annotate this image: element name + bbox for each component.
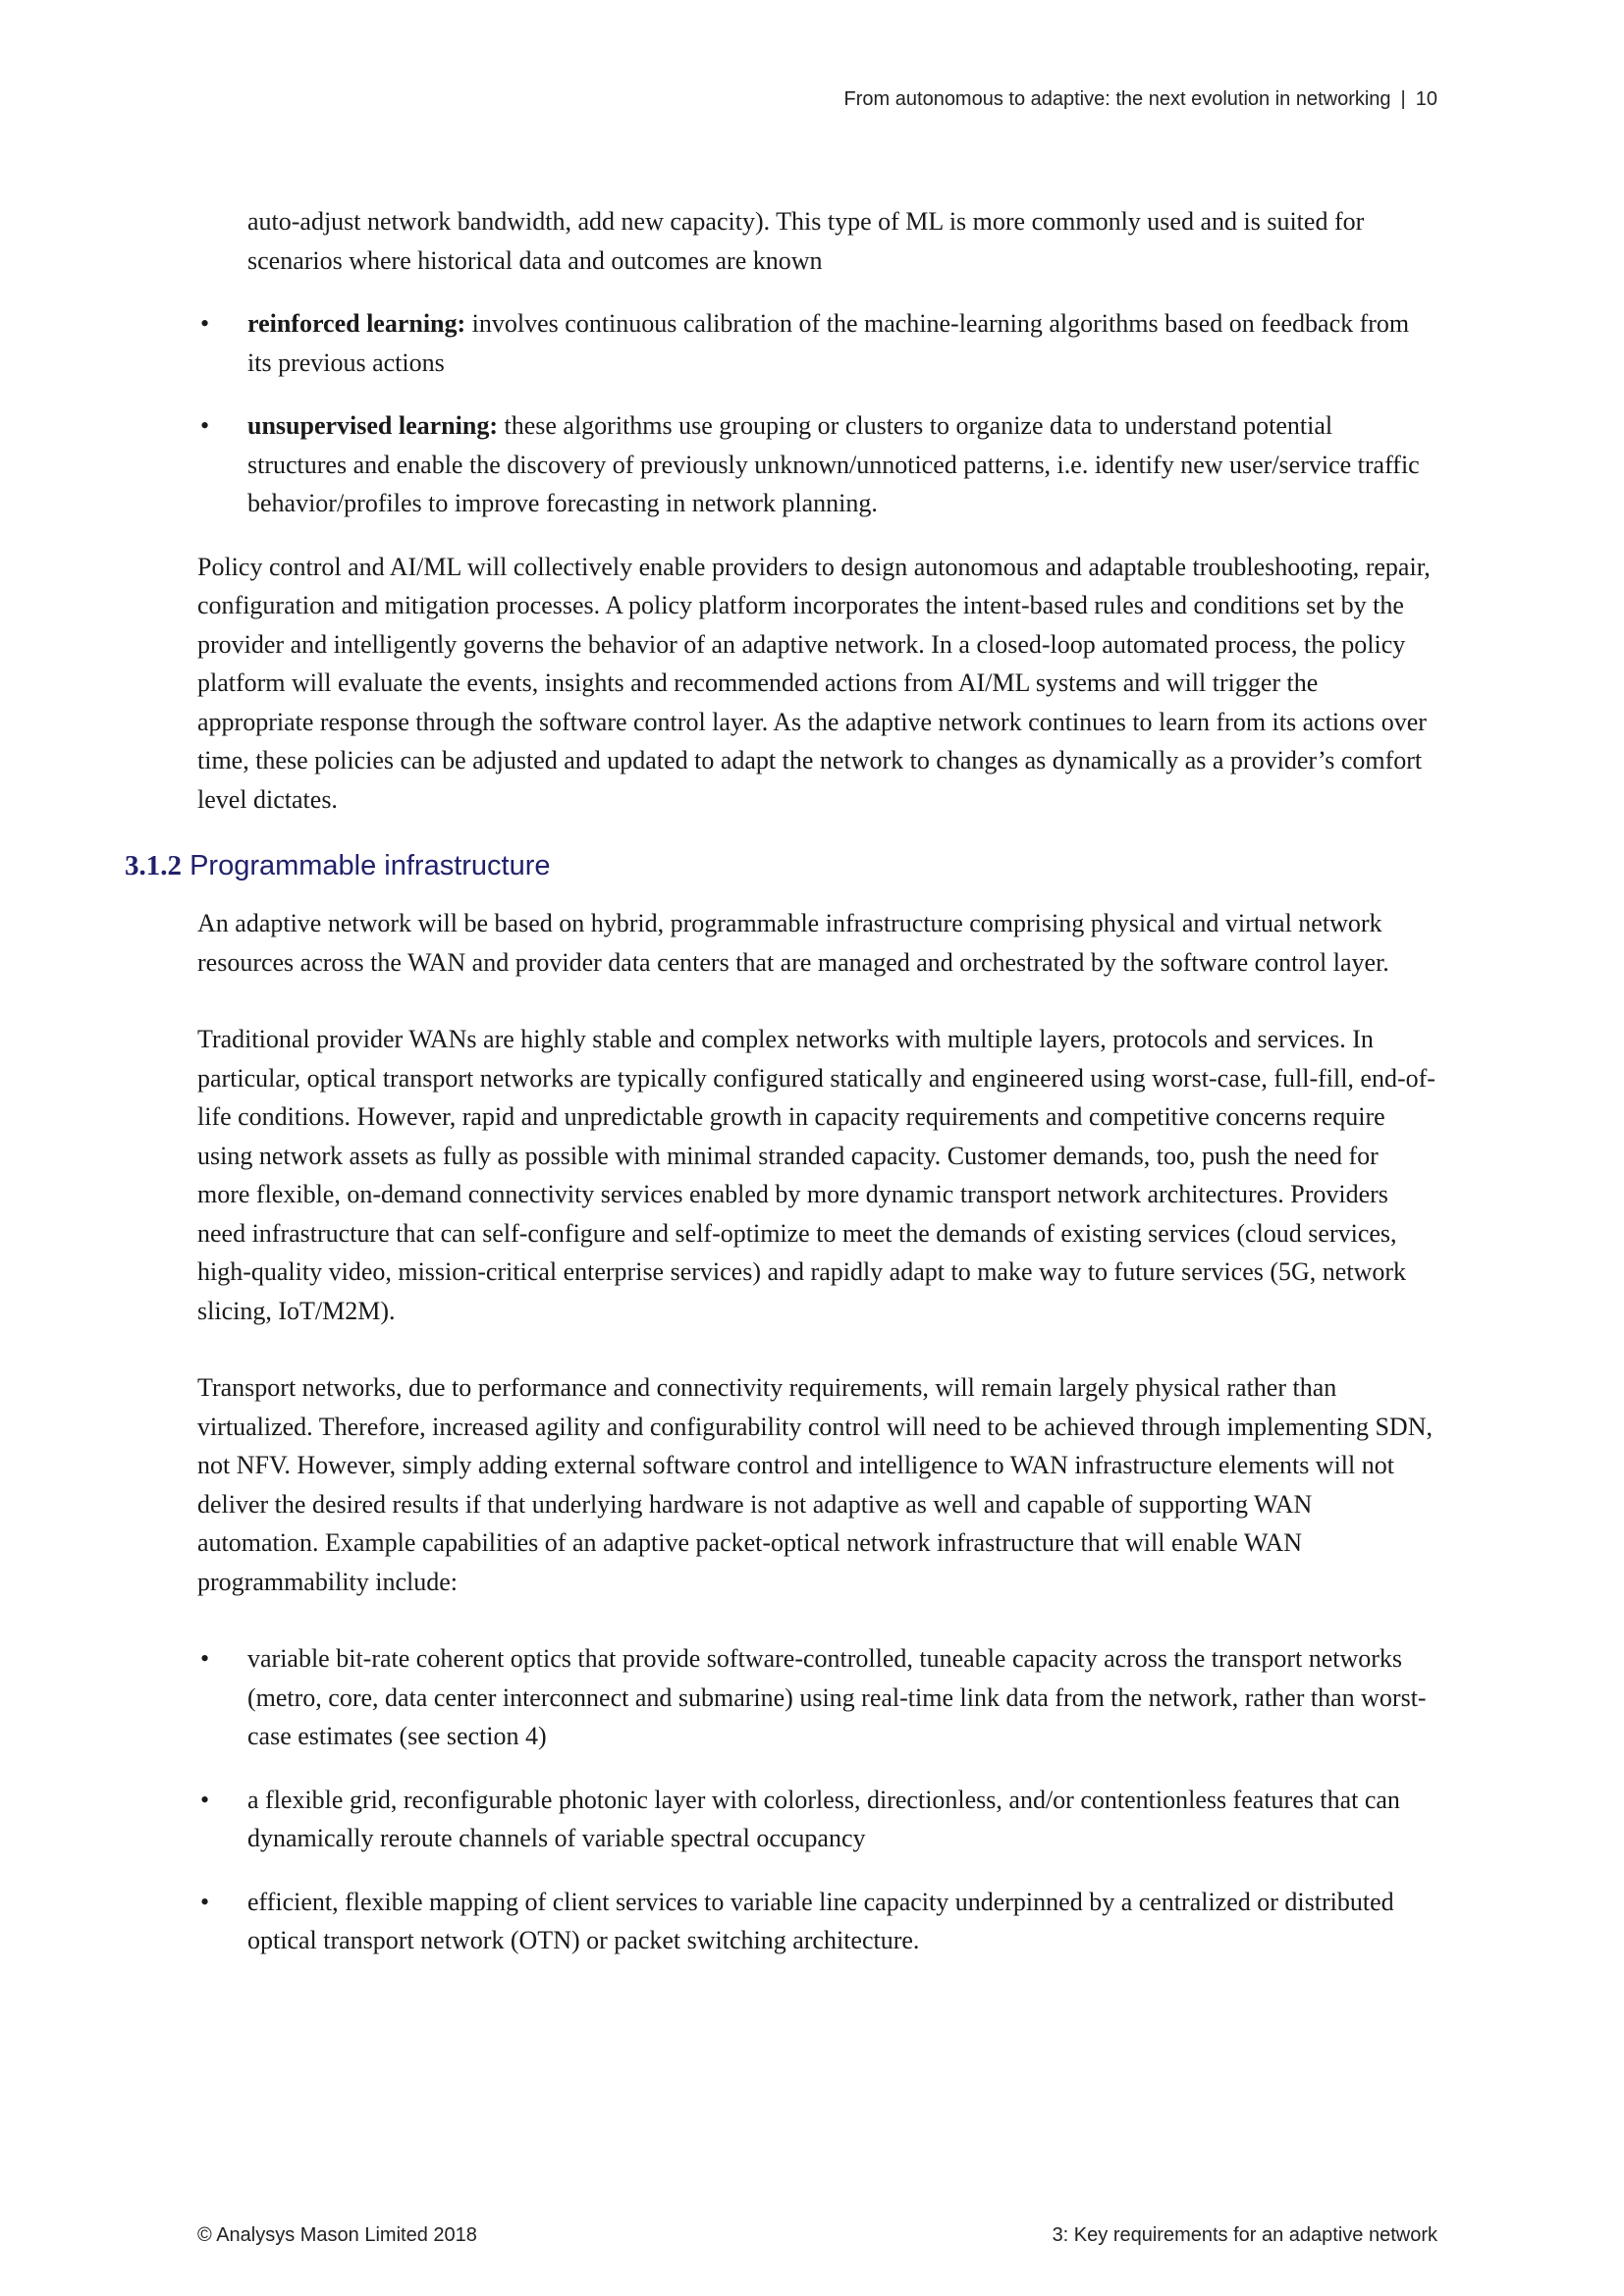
header-title: From autonomous to adaptive: the next evolution in networking: [843, 88, 1391, 110]
bullet-term: unsupervised learning:: [247, 411, 498, 440]
bullet-text: variable bit-rate coherent optics that provide software-controlled, tuneable capacity across the transport networks (metro, core, data center interconnect and submarine) using real-time link data from the network, rather than worst-case estimates (see section 4): [247, 1644, 1427, 1750]
section-number: 3.1.2: [125, 850, 182, 881]
bullet-icon: •: [200, 1887, 210, 1916]
bullet-text: a flexible grid, reconfigurable photonic layer with colorless, directionless, and/or contentionless features that can dynamically reroute channels of variable spectral occupancy: [247, 1785, 1400, 1852]
bullet-text: these algorithms use grouping or clusters to organize data to understand potential structures and enable the discovery of previously unknown/unnoticed patterns, i.e. identify new user/service traffic behavior/profiles to improve forecasting in network planning.: [247, 411, 1420, 517]
bullet-icon: •: [200, 1644, 210, 1673]
footer-copyright: © Analysys Mason Limited 2018: [197, 2224, 477, 2246]
continuation-text: auto-adjust network bandwidth, add new capacity). This type of ML is more commonly used and is suited for scenarios where historical data and outcomes are known: [247, 207, 1365, 275]
list-item: [197, 406, 1436, 523]
bullet-icon: •: [200, 411, 210, 440]
body-paragraph: Traditional provider WANs are highly stable and complex networks with multiple layers, protocols and services. In particular, optical transport networks are typically configured statically and engineered using worst-case, full-fill, end-of-life conditions. However, rapid and unpredictable growth in capacity requirements and competitive concerns require using network assets as fully as possible with minimal stranded capacity. Customer demands, too, push the need for more flexible, on-demand connectivity services enabled by more dynamic transport network architectures. Providers need infrastructure that can self-configure and self-optimize to meet the demands of existing services (cloud services, high-quality video, mission-critical enterprise services) and rapidly adapt to make way to future services (5G, network slicing, IoT/M2M).: [197, 1025, 1435, 1325]
policy-paragraph: Policy control and AI/ML will collectively enable providers to design autonomous and adaptable troubleshooting, repair, configuration and mitigation processes. A policy platform incorporates the intent-based rules and conditions set by the provider and intelligently governs the behavior of an adaptive network. In a closed-loop automated process, the policy platform will evaluate the events, insights and recommended actions from AI/ML systems and will trigger the appropriate response through the software control layer. As the adaptive network continues to learn from its actions over time, these policies can be adjusted and updated to adapt the network to changes as dynamically as a provider’s comfort level dictates.: [197, 552, 1431, 814]
body-paragraph: An adaptive network will be based on hybrid, programmable infrastructure comprising physical and virtual network resources across the WAN and provider data centers that are managed and orchestrated by the software control layer.: [197, 909, 1389, 977]
bullet-text: involves continuous calibration of the machine-learning algorithms based on feedback from its previous actions: [247, 309, 1410, 377]
header-separator: |: [1400, 88, 1406, 110]
bullet-term: reinforced learning:: [247, 309, 466, 338]
page-number: 10: [1415, 88, 1437, 110]
body-paragraph: Transport networks, due to performance and connectivity requirements, will remain largely physical rather than virtualized. Therefore, increased agility and configurability control will need to be achieved through implementing SDN, not NFV. However, simply adding external software control and intelligence to WAN infrastructure elements will not deliver the desired results if that underlying hardware is not adaptive as well and capable of supporting WAN automation. Example capabilities of an adaptive packet-optical network infrastructure that will enable WAN programmability include:: [197, 1373, 1433, 1596]
bullet-icon: •: [200, 309, 210, 338]
bullet-icon: •: [200, 1785, 210, 1814]
footer-chapter: 3: Key requirements for an adaptive network: [1052, 2224, 1437, 2246]
list-item: [197, 1639, 1436, 1756]
section-title: Programmable infrastructure: [189, 850, 551, 881]
list-item: [197, 1883, 1436, 1960]
list-item: [197, 304, 1436, 382]
list-item: [197, 1781, 1436, 1858]
section-heading: [125, 846, 1436, 885]
running-header: [844, 88, 1437, 111]
capability-bullet-list: [197, 1639, 1436, 1960]
ml-bullet-list: [197, 304, 1436, 523]
page-content: [125, 202, 1436, 1985]
bullet-text: efficient, flexible mapping of client services to variable line capacity underpinned by a centralized or distributed optical transport network (OTN) or packet switching architecture.: [247, 1887, 1394, 1954]
